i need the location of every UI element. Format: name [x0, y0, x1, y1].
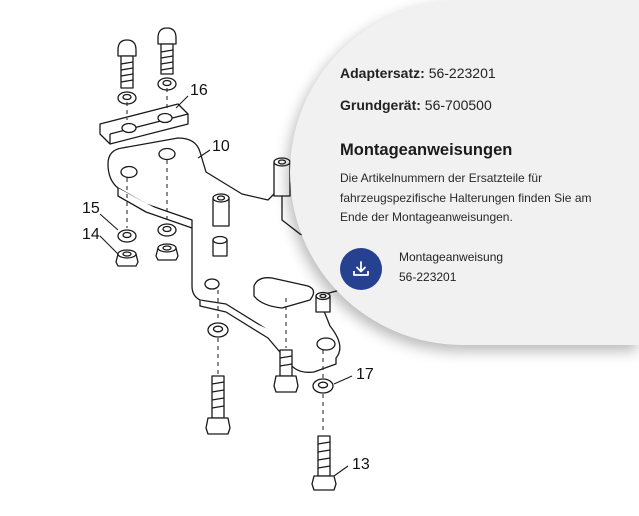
callout-16: 16 [190, 82, 208, 99]
bolt-left-top [118, 40, 136, 88]
download-item[interactable] [340, 248, 639, 290]
nut-14 [116, 250, 138, 266]
adapter-set-row [340, 64, 639, 82]
standoff [274, 158, 290, 196]
base-device-label: Grundgerät: [340, 97, 421, 113]
callout-17: 17 [356, 366, 374, 383]
download-title[interactable]: Montageanweisung [399, 249, 504, 264]
download-text[interactable] [399, 247, 503, 287]
bolt-13 [312, 436, 336, 490]
download-number: 56-223201 [399, 269, 457, 284]
spacer [316, 293, 330, 313]
base-device-value: 56-700500 [424, 97, 492, 113]
adapter-set-value: 56-223201 [428, 65, 496, 81]
download-button[interactable] [340, 248, 382, 290]
base-device-row [340, 96, 639, 114]
spacer [213, 237, 227, 257]
download-icon [352, 261, 370, 277]
instructions-title: Montageanweisungen [340, 141, 513, 159]
adapter-set-label: Adaptersatz: [340, 65, 425, 81]
instructions-description: Die Artikelnummern der Ersatzteile für fahrzeugspezifische Halterungen finden Sie am Ende der Montageanweisungen. [340, 171, 592, 224]
product-info-panel [340, 64, 639, 290]
magnifier-lens [290, 0, 639, 345]
nut [156, 244, 178, 260]
callout-14: 14 [82, 226, 100, 243]
bolt-right-top [158, 28, 176, 74]
callout-10: 10 [212, 138, 230, 155]
bolt-lower-left [206, 376, 230, 434]
callout-15: 15 [82, 200, 100, 217]
callout-13: 13 [352, 456, 370, 473]
standoff [213, 194, 229, 226]
